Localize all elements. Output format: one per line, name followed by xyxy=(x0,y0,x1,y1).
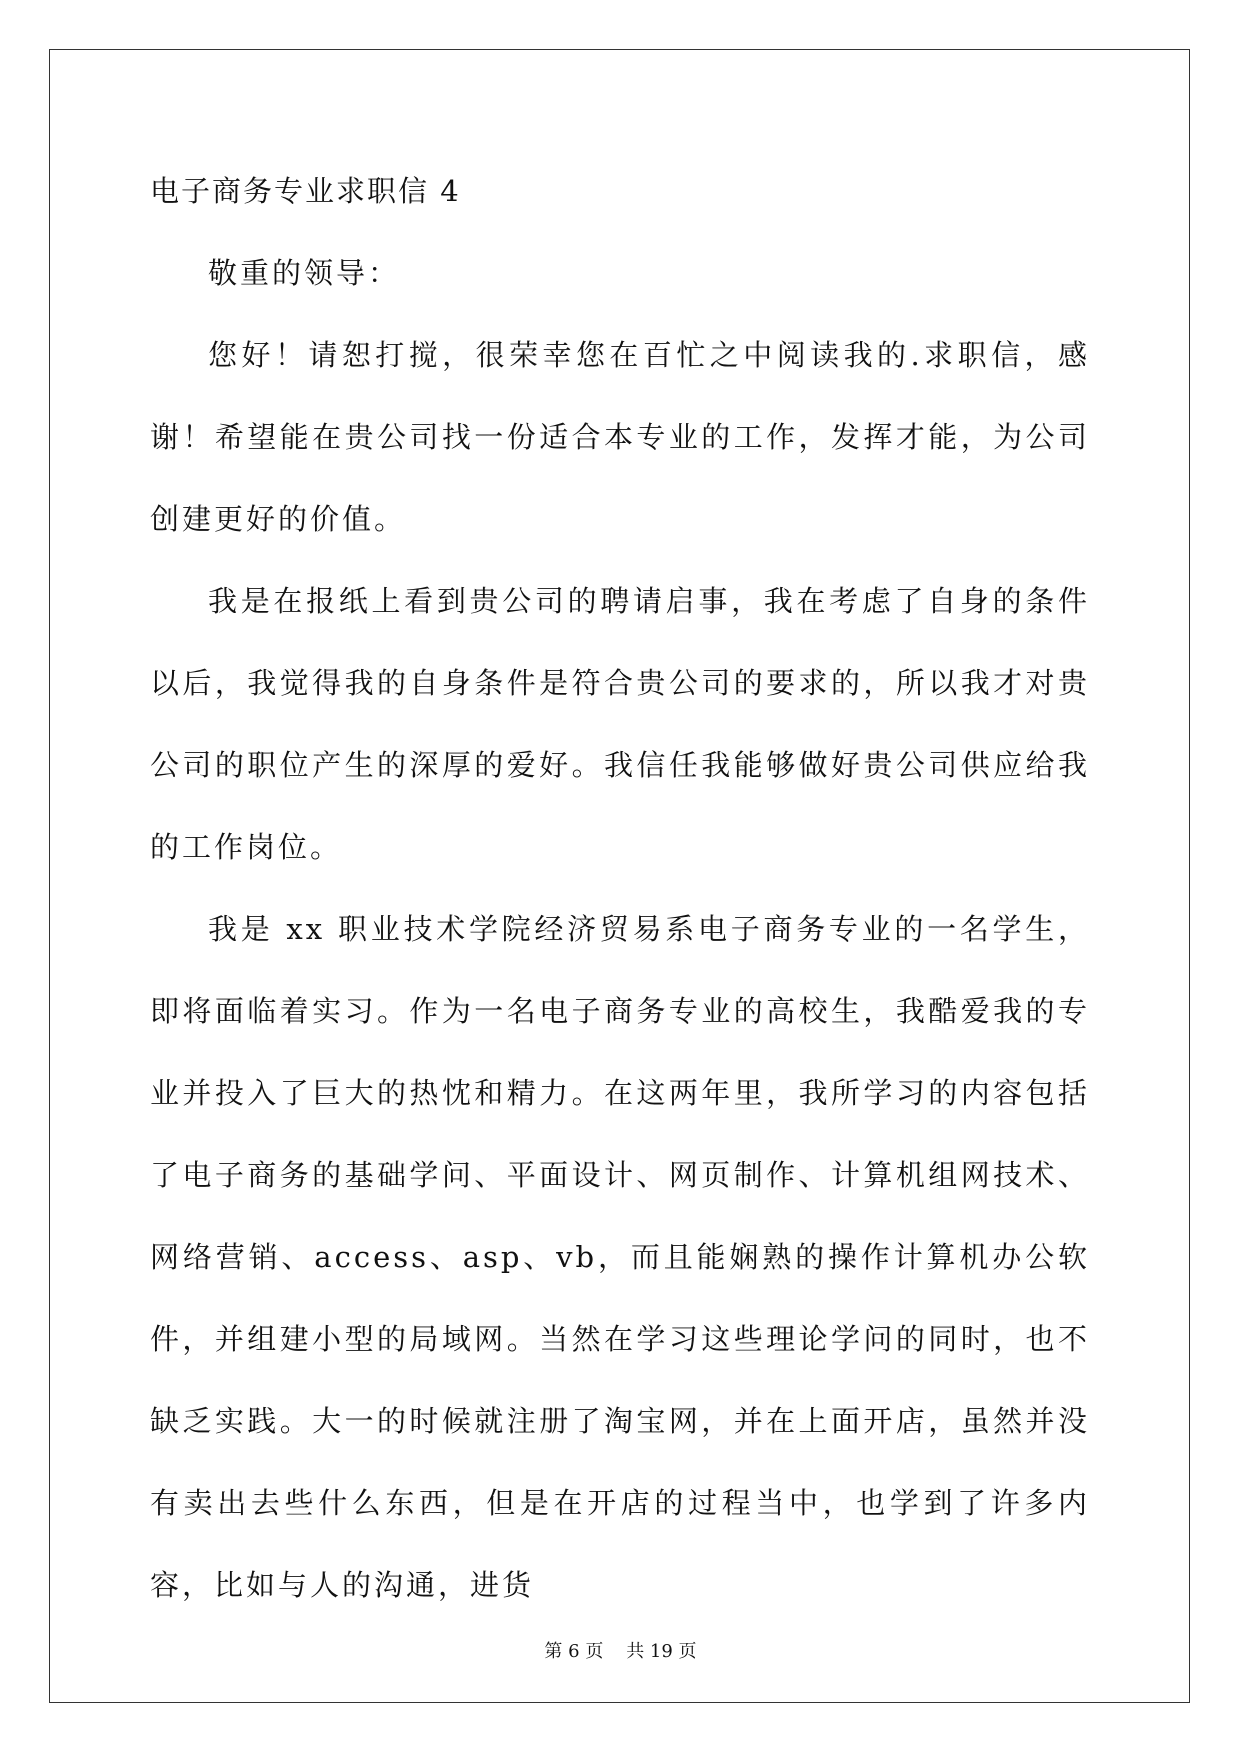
paragraph-1: 您好！请恕打搅，很荣幸您在百忙之中阅读我的.求职信，感谢！希望能在贵公司找一份适合本专业的工作，发挥才能，为公司创建更好的价值。 xyxy=(150,338,1090,536)
paragraph-3: 我是 xx 职业技术学院经济贸易系电子商务专业的一名学生，即将面临着实习。作为一名电子商务专业的高校生，我酷爱我的专业并投入了巨大的热忱和精力。在这两年里，我所学习的内容包括了电子商务的基础学问、平面设计、网页制作、计算机组网技术、网络营销、access、asp、vb，而且能娴熟的操作计算机办公软件，并组建小型的局域网。当然在学习这些理论学问的同时，也不缺乏实践。大一的时候就注册了淘宝网，并在上面开店，虽然并没有卖出去些什么东西，但是在开店的过程当中，也学到了许多内容，比如与人的沟通，进货 xyxy=(150,912,1090,1602)
greeting: 敬重的领导： xyxy=(208,256,401,290)
document-body xyxy=(150,150,1090,1626)
page-footer: 第 6 页 共 19 页 xyxy=(544,1641,697,1662)
document-title: 电子商务专业求职信 4 xyxy=(150,174,461,208)
paragraph-2: 我是在报纸上看到贵公司的聘请启事，我在考虑了自身的条件以后，我觉得我的自身条件是符合贵公司的要求的，所以我才对贵公司的职位产生的深厚的爱好。我信任我能够做好贵公司供应给我的工作岗位。 xyxy=(150,584,1090,864)
